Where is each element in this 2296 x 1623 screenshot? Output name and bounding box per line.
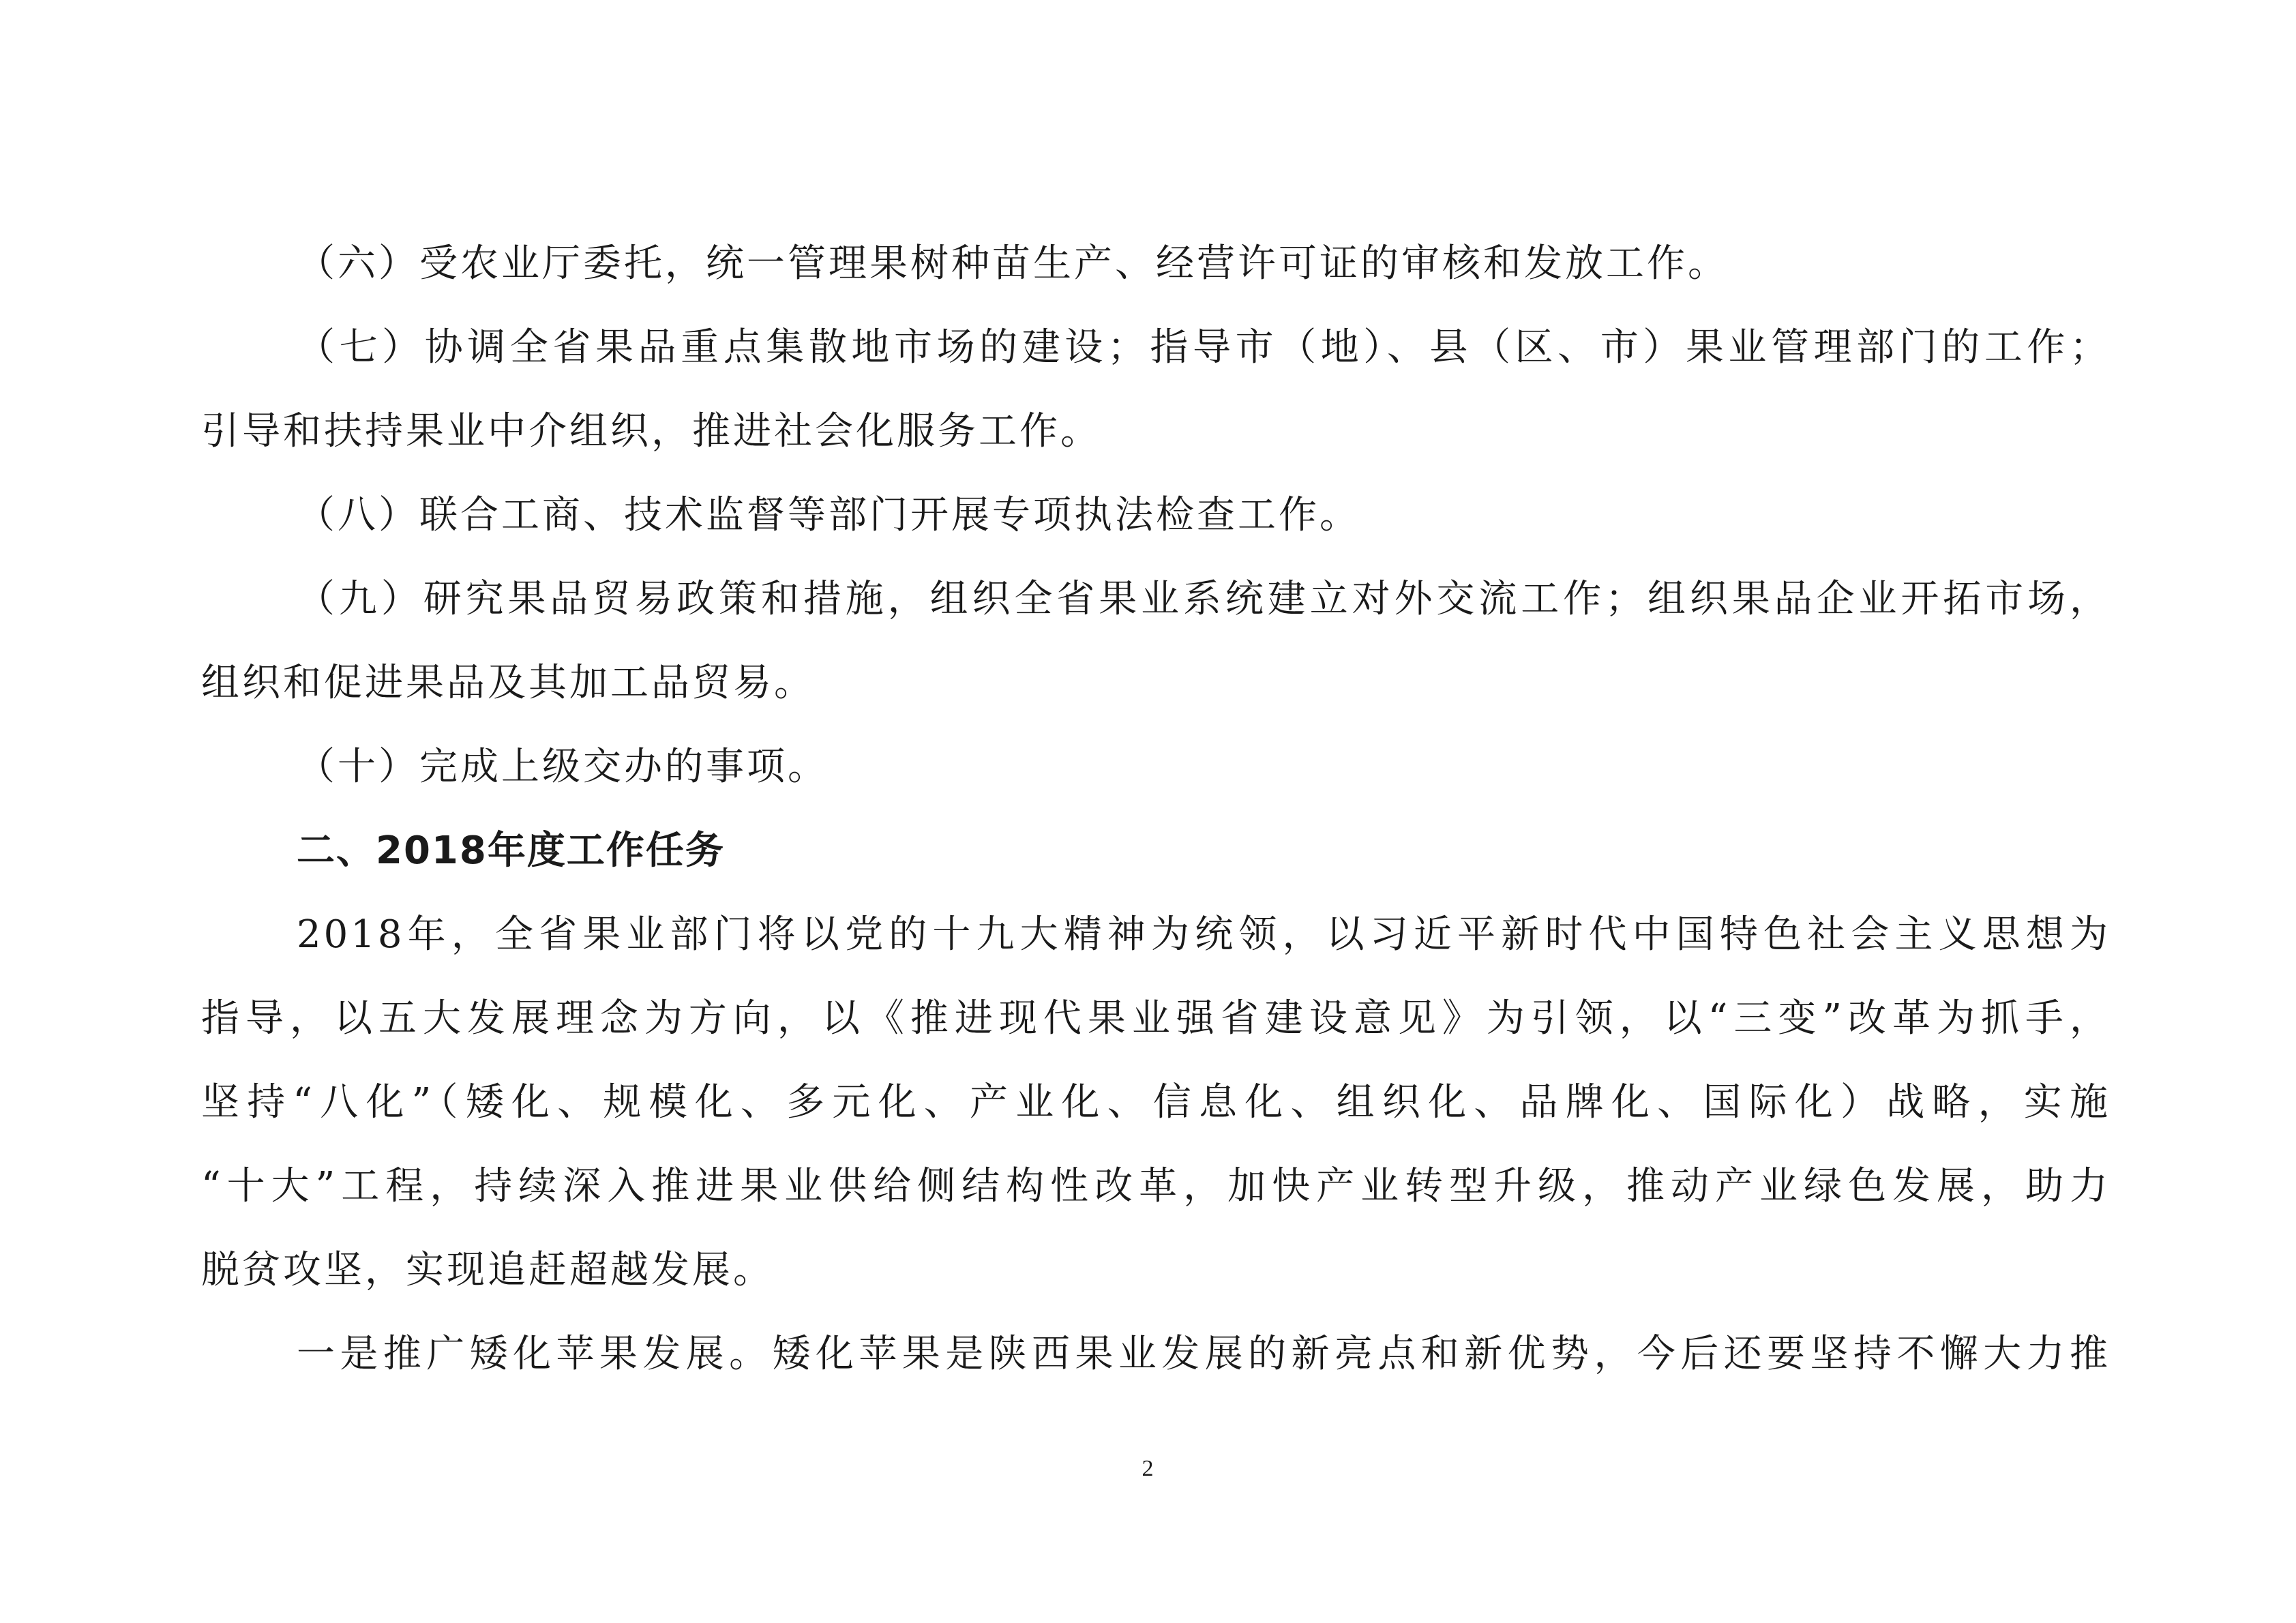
paragraph-2018-line-1: 2018年，全省果业部门将以党的十九大精神为统领，以习近平新时代中国特色社会主义思想为 (297, 912, 2111, 957)
paragraph-6-line-1: （六）受农业厅委托，统一管理果树种苗生产、经营许可证的审核和发放工作。 (297, 241, 1729, 286)
paragraph-2018-line-5: 脱贫攻坚，实现追赶超越发展。 (201, 1248, 774, 1292)
paragraph-10-line-1: （十）完成上级交办的事项。 (297, 745, 829, 789)
paragraph-7-line-1: （七）协调全省果品重点集散地市场的建设；指导市（地）、县（区、市）果业管理部门的工作； (297, 325, 2111, 370)
paragraph-9-line-2: 组织和促进果品及其加工品贸易。 (201, 661, 815, 705)
section-heading: 二、2018年度工作任务 (297, 829, 725, 873)
paragraph-8-line-1: （八）联合工商、技术监督等部门开展专项执法检查工作。 (297, 493, 1360, 537)
paragraph-2018-line-4: “十大”工程，持续深入推进果业供给侧结构性改革，加快产业转型升级，推动产业绿色发展，助力 (201, 1164, 2111, 1208)
paragraph-2018-line-3: 坚持“八化”（矮化、规模化、多元化、产业化、信息化、组织化、品牌化、国际化）战略，实施 (201, 1080, 2111, 1125)
paragraph-9-line-1: （九）研究果品贸易政策和措施，组织全省果业系统建立对外交流工作；组织果品企业开拓市场， (297, 577, 2111, 621)
paragraph-2018-line-2: 指导，以五大发展理念为方向，以《推进现代果业强省建设意见》为引领，以“三变”改革为抓手， (201, 996, 2111, 1041)
paragraph-dwarf-apple-line-1: 一是推广矮化苹果发展。矮化苹果是陕西果业发展的新亮点和新优势，今后还要坚持不懈大力推 (297, 1332, 2111, 1376)
page-number: 2 (1142, 1456, 1154, 1481)
paragraph-7-line-2: 引导和扶持果业中介组织，推进社会化服务工作。 (201, 409, 1101, 453)
